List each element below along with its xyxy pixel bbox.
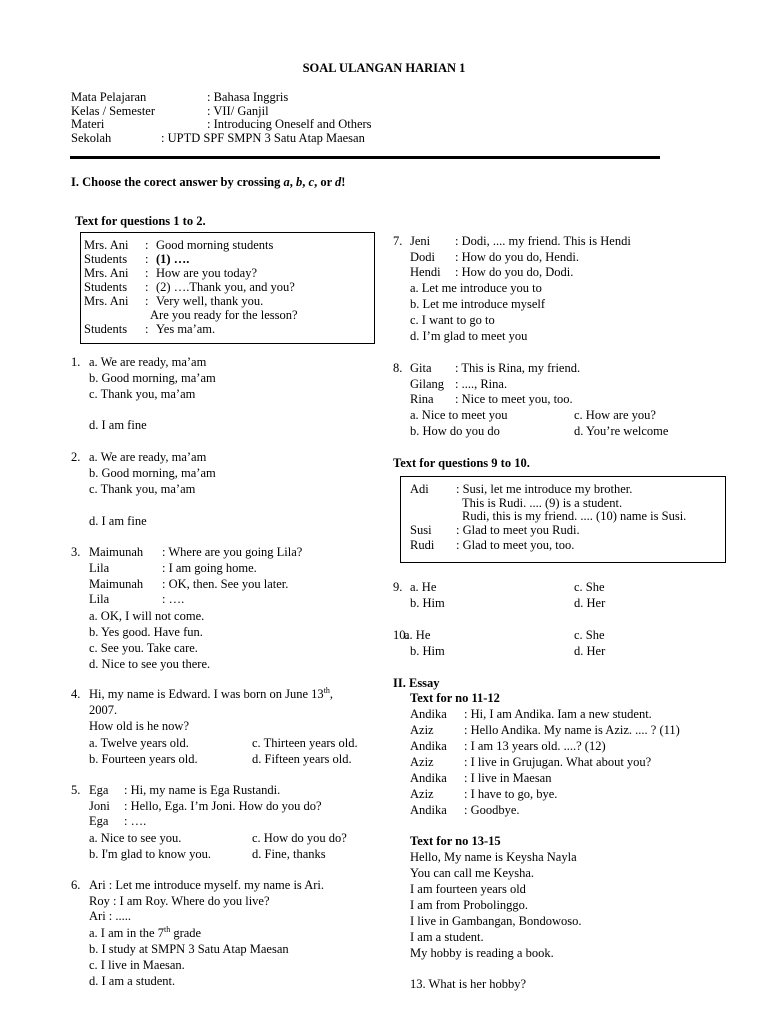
option[interactable]: c. She xyxy=(574,628,605,642)
dialog-line: : Hi, I am Andika. Iam a new student. xyxy=(464,707,652,721)
option[interactable]: c. How are you? xyxy=(574,408,656,422)
dialog-line: : Dodi, .... my friend. This is Hendi xyxy=(455,234,631,248)
dialog-line: : Hi, my name is Ega Rustandi. xyxy=(124,783,281,797)
speaker: Maimunah xyxy=(89,545,144,559)
dialog-line: : This is Rina, my friend. xyxy=(455,361,581,375)
speaker: Andika xyxy=(410,771,447,785)
option[interactable]: a. Nice to see you. xyxy=(89,831,182,845)
dialog-line: : Where are you going Lila? xyxy=(162,545,303,559)
dialog-line: : I am 13 years old. ....? (12) xyxy=(464,739,606,753)
dialog-line: : I have to go, bye. xyxy=(464,787,558,801)
dialog-line: : Hello Andika. My name is Aziz. .... ? (11) xyxy=(464,723,680,737)
option[interactable]: a. We are ready, ma’am xyxy=(89,450,207,464)
dialog-line: This is Rudi. .... (9) is a student. xyxy=(462,496,623,510)
question-number: 3. xyxy=(71,545,81,559)
question-number: 1. xyxy=(71,355,81,369)
question-number: 7. xyxy=(393,234,403,248)
story-line: I am fourteen years old xyxy=(410,882,526,896)
header-label: Materi xyxy=(71,117,105,131)
dialog-line: Ari : Let me introduce myself. my name is Ari. xyxy=(89,878,325,892)
speaker: Aziz xyxy=(410,787,434,801)
question-number: 6. xyxy=(71,878,81,892)
question-13: 13. What is her hobby? xyxy=(410,977,527,991)
speaker: Joni xyxy=(89,799,110,813)
header-value: : VII/ Ganjil xyxy=(207,104,269,118)
speaker: Mrs. Ani xyxy=(84,266,129,280)
dialog-line: (2) ….Thank you, and you? xyxy=(156,280,295,294)
option[interactable]: c. I live in Maesan. xyxy=(89,958,185,972)
option[interactable]: c. Thirteen years old. xyxy=(252,736,358,750)
dialog-line: : …. xyxy=(162,592,185,606)
option[interactable]: a. OK, I will not come. xyxy=(89,609,205,623)
option[interactable]: a. Nice to meet you xyxy=(410,408,508,422)
option[interactable]: b. Fourteen years old. xyxy=(89,752,198,766)
dialog-line: : Glad to meet you, too. xyxy=(456,538,575,552)
question-text: How old is he now? xyxy=(89,719,189,733)
speaker: Adi xyxy=(410,482,429,496)
option[interactable]: a. Let me introduce you to xyxy=(410,281,542,295)
text-11-12-heading: Text for no 11-12 xyxy=(410,691,500,705)
question-number: 4. xyxy=(71,687,81,701)
speaker: Hendi xyxy=(410,265,441,279)
dialog-line: : I live in Maesan xyxy=(464,771,552,785)
speaker: Students xyxy=(84,322,128,336)
dialog-line: Very well, thank you. xyxy=(156,294,264,308)
text-9-10-heading: Text for questions 9 to 10. xyxy=(393,456,530,470)
dialog-line: Rudi, this is my friend. .... (10) name is Susi. xyxy=(462,509,687,523)
question-text: 2007. xyxy=(89,703,118,717)
option[interactable]: b. Him xyxy=(410,596,445,610)
section-1-heading: I. Choose the corect answer by crossing a, b, c, or d! xyxy=(71,175,346,189)
dialog-line: Are you ready for the lesson? xyxy=(150,308,298,322)
question-number: 5. xyxy=(71,783,81,797)
option[interactable]: b. I'm glad to know you. xyxy=(89,847,212,861)
colon: : xyxy=(145,266,149,280)
option[interactable]: b. Let me introduce myself xyxy=(410,297,546,311)
speaker: Rina xyxy=(410,392,434,406)
option[interactable]: d. I am a student. xyxy=(89,974,176,988)
speaker: Ega xyxy=(89,783,109,797)
option[interactable]: c. She xyxy=(574,580,605,594)
question-number: 2. xyxy=(71,450,81,464)
speaker: Maimunah xyxy=(89,577,144,591)
dialog-line: : I am going home. xyxy=(162,561,257,575)
option[interactable]: d. You’re welcome xyxy=(574,424,669,438)
question-text: Hi, my name is Edward. I was born on June 13th, xyxy=(89,685,334,701)
speaker: Andika xyxy=(410,803,447,817)
option[interactable]: a. I am in the 7th grade xyxy=(89,924,202,940)
option[interactable]: d. Fine, thanks xyxy=(252,847,326,861)
speaker: Aziz xyxy=(410,755,434,769)
dialog-line: (1) …. xyxy=(156,252,190,266)
option[interactable]: a. Twelve years old. xyxy=(89,736,189,750)
option[interactable]: c. Thank you, ma’am xyxy=(89,482,196,496)
text-13-15-heading: Text for no 13-15 xyxy=(410,834,501,848)
dialog-line: Roy : I am Roy. Where do you live? xyxy=(89,894,270,908)
dialog-line: : How do you do, Hendi. xyxy=(455,250,579,264)
option[interactable]: a. We are ready, ma’am xyxy=(89,355,207,369)
option[interactable]: b. I study at SMPN 3 Satu Atap Maesan xyxy=(89,942,289,956)
dialog-line: : How do you do, Dodi. xyxy=(455,265,574,279)
question-number: 8. xyxy=(393,361,403,375)
dialog-line: : OK, then. See you later. xyxy=(162,577,289,591)
story-line: I am a student. xyxy=(410,930,484,944)
question-number: 9. xyxy=(393,580,403,594)
colon: : xyxy=(145,294,149,308)
speaker: Mrs. Ani xyxy=(84,294,129,308)
story-line: I live in Gambangan, Bondowoso. xyxy=(410,914,582,928)
option[interactable]: d. Nice to see you there. xyxy=(89,657,211,671)
section-2-heading: II. Essay xyxy=(393,676,440,690)
option[interactable]: d. I am fine xyxy=(89,514,147,528)
speaker: Aziz xyxy=(410,723,434,737)
dialog-line: : Nice to meet you, too. xyxy=(455,392,573,406)
speaker: Andika xyxy=(410,739,447,753)
story-line: I am from Probolinggo. xyxy=(410,898,529,912)
option[interactable]: c. See you. Take care. xyxy=(89,641,198,655)
option[interactable]: b. Good morning, ma’am xyxy=(89,371,216,385)
dialog-line: : Glad to meet you Rudi. xyxy=(456,523,580,537)
dialog-line: : ...., Rina. xyxy=(455,377,508,391)
dialog-line: : Goodbye. xyxy=(464,803,520,817)
header-label: Kelas / Semester xyxy=(71,104,156,118)
colon: : xyxy=(145,280,149,294)
option[interactable]: d. I’m glad to meet you xyxy=(410,329,528,343)
option[interactable]: b. Yes good. Have fun. xyxy=(89,625,203,639)
option[interactable]: d. I am fine xyxy=(89,418,147,432)
speaker: Susi xyxy=(410,523,432,537)
option[interactable]: c. How do you do? xyxy=(252,831,347,845)
option[interactable]: c. I want to go to xyxy=(410,313,495,327)
speaker: Dodi xyxy=(410,250,435,264)
dialog-line: : Hello, Ega. I’m Joni. How do you do? xyxy=(124,799,322,813)
speaker: Jeni xyxy=(410,234,431,248)
option[interactable]: b. Him xyxy=(410,644,445,658)
header-value: : UPTD SPF SMPN 3 Satu Atap Maesan xyxy=(161,131,365,145)
question-number: 10. xyxy=(393,628,409,642)
option[interactable]: a. He xyxy=(410,580,437,594)
speaker: Rudi xyxy=(410,538,435,552)
colon: : xyxy=(145,238,149,252)
option[interactable]: a. He xyxy=(404,628,431,642)
dialog-line: Ari : ..... xyxy=(89,909,132,923)
option[interactable]: d. Her xyxy=(574,644,606,658)
header-label: Mata Pelajaran xyxy=(71,90,147,104)
speaker: Ega xyxy=(89,814,109,828)
option[interactable]: b. Good morning, ma’am xyxy=(89,466,216,480)
dialog-line: How are you today? xyxy=(156,266,258,280)
page-title: SOAL ULANGAN HARIAN 1 xyxy=(302,61,466,75)
speaker: Gita xyxy=(410,361,432,375)
speaker: Students xyxy=(84,280,128,294)
header-value: : Bahasa Inggris xyxy=(207,90,289,104)
speaker: Mrs. Ani xyxy=(84,238,129,252)
dialog-line: : …. xyxy=(124,814,147,828)
dialog-line: Yes ma’am. xyxy=(156,322,216,336)
option[interactable]: b. How do you do xyxy=(410,424,500,438)
speaker: Andika xyxy=(410,707,447,721)
story-line: My hobby is reading a book. xyxy=(410,946,554,960)
speaker: Lila xyxy=(89,592,110,606)
header-value: : Introducing Oneself and Others xyxy=(207,117,372,131)
dialog-line: Good morning students xyxy=(156,238,274,252)
speaker: Lila xyxy=(89,561,110,575)
option[interactable]: d. Fifteen years old. xyxy=(252,752,352,766)
story-line: Hello, My name is Keysha Nayla xyxy=(410,850,577,864)
header-divider xyxy=(70,156,660,159)
colon: : xyxy=(145,252,149,266)
colon: : xyxy=(145,322,149,336)
header-label: Sekolah xyxy=(71,131,112,145)
speaker: Gilang xyxy=(410,377,445,391)
story-line: You can call me Keysha. xyxy=(410,866,535,880)
dialog-line: : I live in Grujugan. What about you? xyxy=(464,755,652,769)
text-1-2-heading: Text for questions 1 to 2. xyxy=(75,214,206,228)
option[interactable]: c. Thank you, ma’am xyxy=(89,387,196,401)
option[interactable]: d. Her xyxy=(574,596,606,610)
speaker: Students xyxy=(84,252,128,266)
dialog-line: : Susi, let me introduce my brother. xyxy=(456,482,633,496)
